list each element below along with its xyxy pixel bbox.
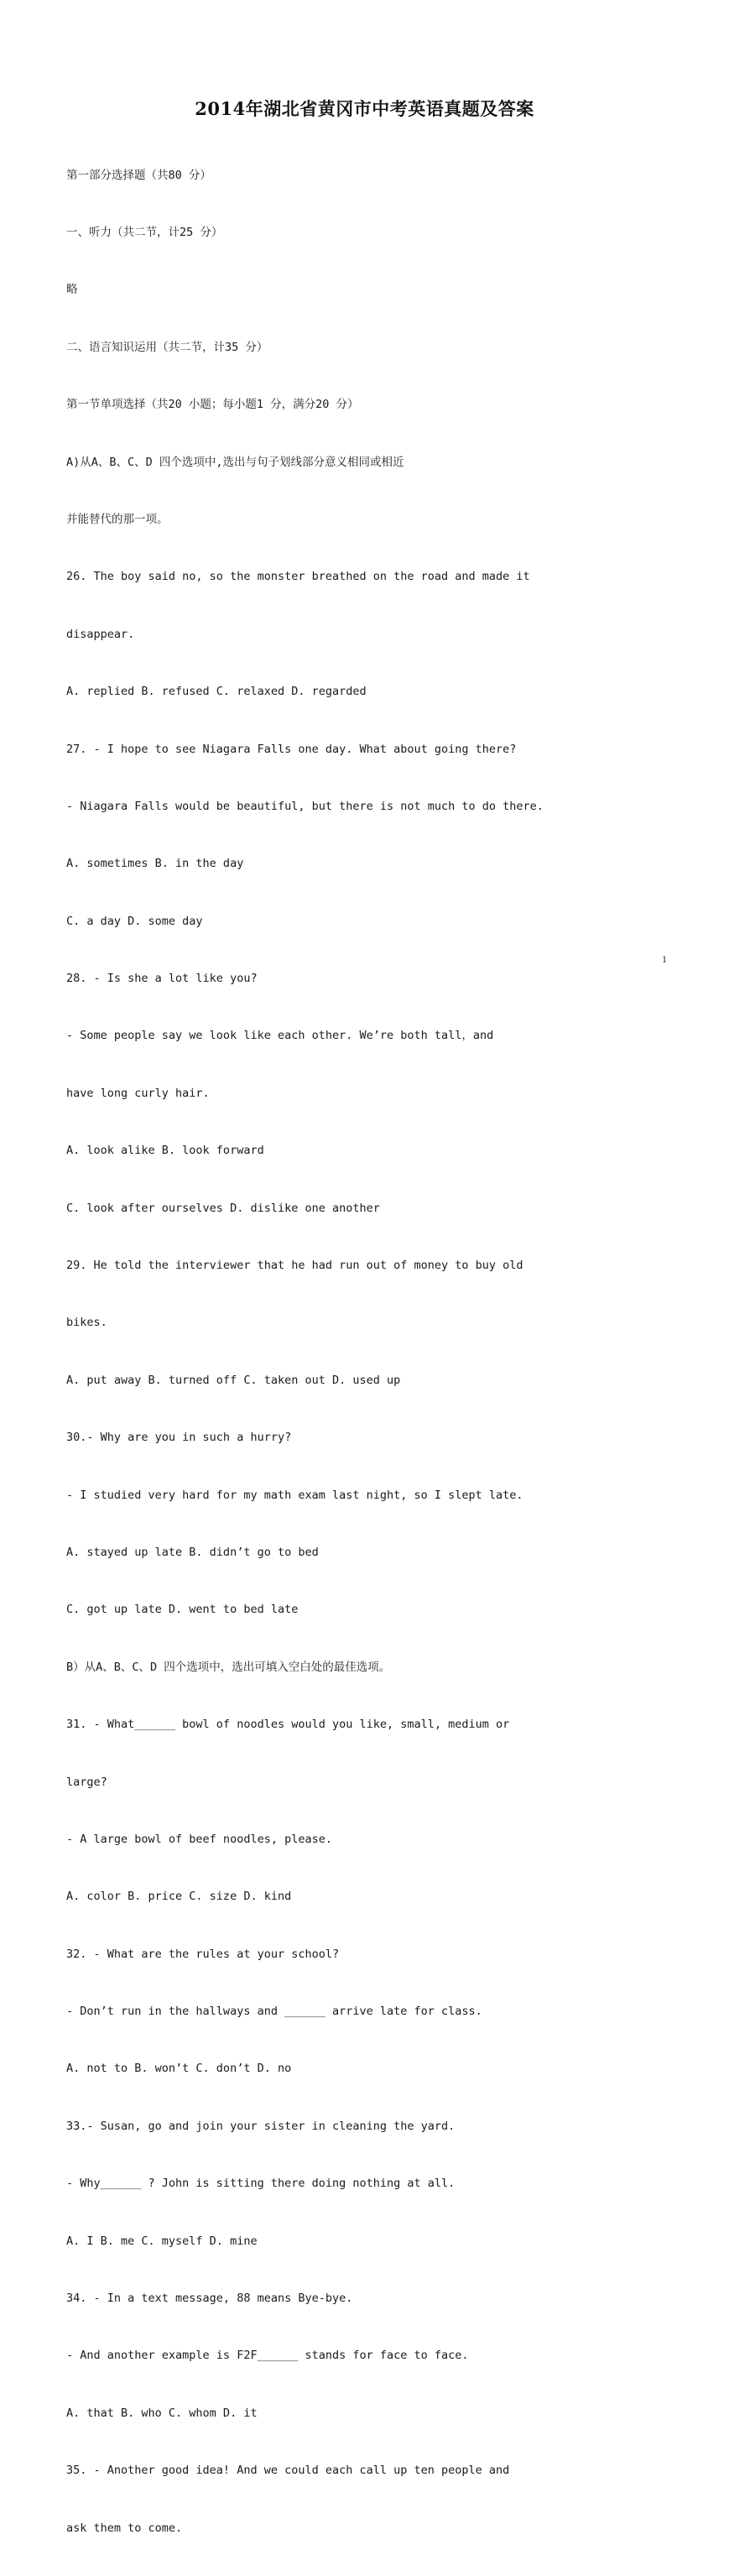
text-line: 并能替代的那一项。: [66, 512, 169, 526]
document-title: 2014年湖北省黄冈市中考英语真题及答案: [195, 98, 534, 119]
question-line: 33.- Susan, go and join your sister in cleaning the yard.: [66, 2119, 456, 2133]
question-line: 34. - In a text message, 88 means Bye-bye.: [66, 2292, 353, 2306]
text-line: 第一部分选择题（共80 分）: [66, 168, 211, 182]
text-line: 略: [66, 283, 78, 297]
document-body: [66, 128, 670, 2576]
question-line: - Some people say we look like each other. We’re both tall，and: [66, 1029, 494, 1043]
question-line: 27. - I hope to see Niagara Falls one day. What about going there?: [66, 742, 517, 756]
options-line: A. put away B. turned off C. taken out D. used up: [66, 1373, 401, 1387]
options-line: C. got up late D. went to bed late: [66, 1603, 299, 1617]
options-line: A. replied B. refused C. relaxed D. regarded: [66, 685, 367, 699]
options-line: A. stayed up late B. didn’t go to bed: [66, 1545, 319, 1559]
question-line: have long curly hair.: [66, 1086, 210, 1100]
text-line: B）从A、B、C、D 四个选项中，选出可填入空白处的最佳选项。: [66, 1660, 391, 1674]
text-line: 第一节单项选择（共20 小题；每小题1 分，满分20 分）: [66, 398, 359, 412]
question-line: 26. The boy said no, so the monster breathed on the road and made it: [66, 570, 530, 584]
question-line: 28. - Is she a lot like you?: [66, 972, 258, 986]
options-line: A. not to B. won’t C. don’t D. no: [66, 2062, 292, 2076]
question-line: 29. He told the interviewer that he had run out of money to buy old: [66, 1259, 523, 1273]
question-line: - Why______ ? John is sitting there doing nothing at all.: [66, 2177, 456, 2191]
question-line: 35. - Another good idea! And we could each call up ten people and: [66, 2464, 510, 2478]
question-line: bikes.: [66, 1316, 107, 1330]
options-line: A. look alike B. look forward: [66, 1144, 264, 1158]
options-line: A. that B. who C. whom D. it: [66, 2406, 258, 2420]
question-line: - A large bowl of beef noodles, please.: [66, 1832, 332, 1846]
question-line: 32. - What are the rules at your school?: [66, 1947, 340, 1961]
question-line: 30.- Why are you in such a hurry?: [66, 1431, 292, 1445]
options-line: A. sometimes B. in the day: [66, 857, 244, 871]
options-line: A. color B. price C. size D. kind: [66, 1890, 292, 1904]
page-number: 1: [662, 953, 667, 965]
question-line: 31. - What______ bowl of noodles would you like, small, medium or: [66, 1718, 510, 1732]
question-line: - And another example is F2F______ stands for face to face.: [66, 2349, 469, 2363]
question-line: - Niagara Falls would be beautiful, but there is not much to do there.: [66, 799, 544, 813]
question-line: ask them to come.: [66, 2521, 183, 2535]
text-line: 一、听力（共二节，计25 分）: [66, 225, 223, 239]
question-line: - Don’t run in the hallways and ______ arrive late for class.: [66, 2005, 482, 2019]
text-line: A)从A、B、C、D 四个选项中,选出与句子划线部分意义相同或相近: [66, 455, 404, 469]
question-line: disappear.: [66, 627, 135, 641]
question-line: large?: [66, 1775, 107, 1789]
question-line: - I studied very hard for my math exam last night, so I slept late.: [66, 1488, 523, 1502]
options-line: A. I B. me C. myself D. mine: [66, 2234, 258, 2248]
text-line: 二、语言知识运用（共二节，计35 分）: [66, 340, 268, 354]
options-line: C. look after ourselves D. dislike one another: [66, 1201, 380, 1215]
options-line: C. a day D. some day: [66, 914, 203, 928]
